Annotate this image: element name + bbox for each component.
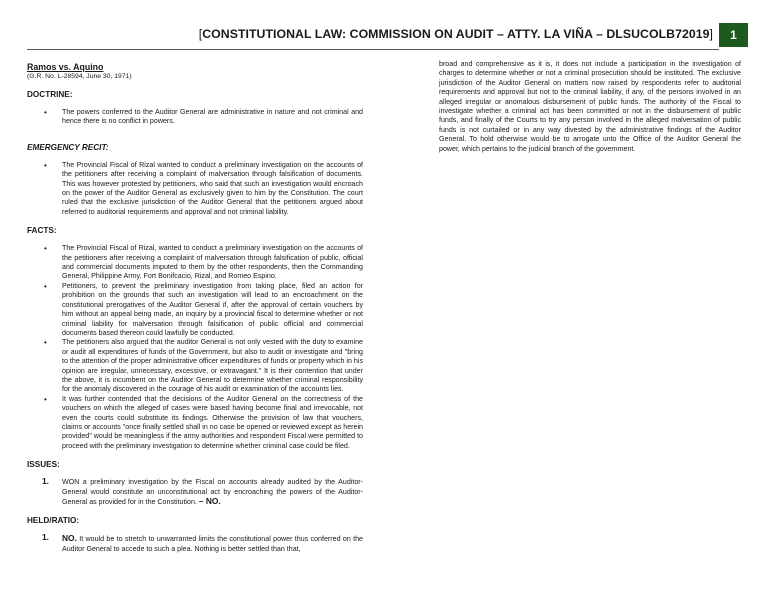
emergency-recit-list <box>27 161 363 217</box>
right-column <box>439 60 741 154</box>
header-title <box>199 27 713 41</box>
page-number-badge: 1 <box>719 23 748 47</box>
facts-heading: FACTS: <box>27 226 57 236</box>
held-item <box>27 534 363 554</box>
facts-bullet: • The petitioners also argued that the auditor General is not only vested with the duty to examine or audit all expenditures of funds of the Government, but also to audit or investigate and "bring to the attention of the proper administrative officer expenditures of funds or property which in his opinion are irregular, unnecessary, excessive, or extravagant." It is their contention that under the above, it is incumbent on the Auditor General to determine whether criminal responsibility for the anomaly discovered in the courage of his audit or examination of the accounts lies. <box>27 338 363 394</box>
issue-number: 1. <box>42 476 49 487</box>
issues-list <box>27 478 363 507</box>
facts-list <box>27 244 363 451</box>
case-citation: (G.R. No. L-28594, June 30, 1971) <box>27 73 132 80</box>
issue-text: WON a preliminary investigation by the Fiscal on accounts already audited by the Auditor-General would constitute an unconstitutional act by encroaching the powers of the Auditor-General as provided for in the Constitution. <box>62 478 363 506</box>
issue-item <box>27 478 363 507</box>
doctrine-list <box>27 108 363 127</box>
held-list <box>27 534 363 554</box>
held-text: It would be to stretch to unwarranted limits the constitutional power thus conferred on the Auditor General to accede to such a plea. Nothing is better settled than that, <box>62 535 363 553</box>
facts-bullet: • The Provincial Fiscal of Rizal, wanted to conduct a preliminary investigation on the accounts of the petitioners after receiving a complaint of malversation through falsification of public, official and commercial documents imputed to them by the other respondents, then the Commanding General, Philippine Army, Fort Bonifcacio, Rizal, and Romeo Espino. <box>27 244 363 282</box>
issue-answer: – NO. <box>198 496 221 506</box>
case-title: Ramos vs. Aquino <box>27 62 104 72</box>
left-column <box>27 62 363 554</box>
header-divider <box>27 49 719 50</box>
facts-bullet: • Petitioners, to prevent the preliminary investigation from taking place, filed an action for prohibition on the grounds that such an investigation will lead to an encroachment on the constitutional prerogatives of the Auditor General if, after the approval of certain vouchers by him without an appeal being made, an inquiry by a provincial fiscal to determine whether or not criminal liability for malversation through falsification of public official and commercial documents based thereon could lawfully be conducted. <box>27 282 363 338</box>
held-answer: NO. <box>62 533 77 544</box>
ratio-continuation: broad and comprehensive as it is, it does not include a participation in the investigation of charges to determine whether or not a criminal prosecution should be instituted. The exclusive jurisdiction of the Auditor General on matters now raised by respondents refer to auditorial requirements and approval but not to the criminal liability, if any, of the persons involved in an alleged irregular or anomalous disbursement of public funds. The authority of the Fiscal to investigate whether a criminal act has been committed or not in the disbursement of public funds, and finally of the Courts to try any person involved in the alleged malversation of public funds is not curtailed or in any way divested by the administrative findings of the Auditor General. To hold otherwise would be to arrogate unto the Office of the Auditor General the power, which pertains to the judicial branch of the government. <box>439 60 741 153</box>
page-header <box>0 20 768 50</box>
header-bracket-close: ] <box>709 27 713 41</box>
header-title-text: CONSTITUTIONAL LAW: COMMISSION ON AUDIT – ATTY. LA VIÑA – DLSUCOLB72019 <box>202 27 710 41</box>
doctrine-heading: DOCTRINE: <box>27 90 73 99</box>
held-number: 1. <box>42 532 49 543</box>
held-heading: HELD/RATIO: <box>27 516 80 526</box>
doctrine-bullet: • The powers conferred to the Auditor General are administrative in nature and not criminal and hence there is no conflict in powers. <box>27 108 363 127</box>
facts-bullet: • It was further contended that the decisions of the Auditor General on the correctness of the vouchers on which the alleged of cases were based having become final and irrevocable, not even the courts could substitute its findings. Otherwise the provision of law that vouchers, claims or accounts "once finally settled shall in no case be opened or reviewed except as herein provided" would be meaningless if the army authorities and respondent Fiscal were permitted to proceed with the preliminary investigation to determine whether criminal case could be filed. <box>27 395 363 451</box>
header-bracket-open: [ <box>198 27 203 41</box>
emergency-recit-bullet: • The Provincial Fiscal of Rizal wanted to conduct a preliminary investigation on the accounts of the petitioners after receiving a complaint of malversation through falsification of documents. This was however protested by petitioners, who said that such an investigation would encroach on the power of the Auditor General as exclusively given to him by the Constitution. The court ruled that the exclusive jurisdiction of the Auditor General that the petitioners argued about referred to auditorial requirements and approval and not criminal liability. <box>27 161 363 217</box>
issues-heading: ISSUES: <box>27 460 60 470</box>
emergency-recit-heading: EMERGENCY RECIT: <box>27 142 109 152</box>
